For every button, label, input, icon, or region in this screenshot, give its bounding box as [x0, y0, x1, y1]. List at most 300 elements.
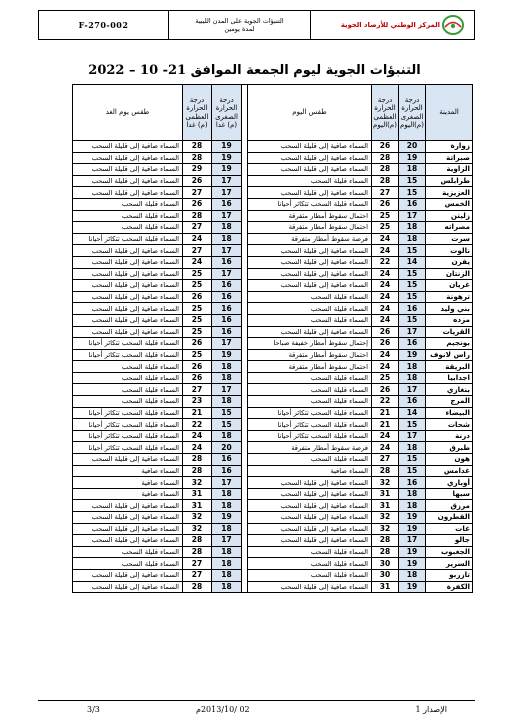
- row-today-weather: احتمال سقوط أمطار متفرقة: [248, 222, 372, 234]
- row-gap: [242, 372, 248, 384]
- row-today-min: 20: [399, 141, 426, 153]
- row-city: زوارة: [426, 141, 473, 153]
- row-today-weather: السماء صافية إلى قليلة السحب: [248, 512, 372, 524]
- row-tomorrow-max: 28: [183, 454, 212, 466]
- row-tomorrow-min: 18: [212, 558, 242, 570]
- row-today-weather: السماء قليلة السحب: [248, 558, 372, 570]
- row-tomorrow-min: 16: [212, 291, 242, 303]
- table-row: [73, 222, 473, 234]
- row-today-weather: السماء صافية إلى قليلة السحب: [248, 326, 372, 338]
- row-gap: [242, 268, 248, 280]
- row-tomorrow-max: 24: [183, 256, 212, 268]
- row-today-weather: السماء صافية إلى قليلة السحب: [248, 500, 372, 512]
- row-today-max: 32: [372, 477, 399, 489]
- footer-edition: الإصدار 1: [415, 705, 447, 714]
- row-gap: [242, 141, 248, 153]
- footer-date: 02 /2013/10م: [196, 705, 250, 714]
- row-today-weather: السماء قليلة السحب: [248, 291, 372, 303]
- row-tomorrow-weather: السماء قليلة السحب: [73, 210, 183, 222]
- row-today-min: 14: [399, 256, 426, 268]
- row-today-min: 17: [399, 430, 426, 442]
- row-today-weather: السماء قليلة السحب تتكاثر أحيانا: [248, 430, 372, 442]
- row-today-max: 28: [372, 535, 399, 547]
- row-city: الكفرة: [426, 581, 473, 593]
- row-city: تازربو: [426, 569, 473, 581]
- row-today-min: 18: [399, 500, 426, 512]
- row-tomorrow-min: 20: [212, 442, 242, 454]
- row-tomorrow-weather: السماء صافية إلى قليلة السحب: [73, 268, 183, 280]
- table-row: [73, 256, 473, 268]
- row-gap: [242, 569, 248, 581]
- table-row: [73, 454, 473, 466]
- row-city: بني وليد: [426, 303, 473, 315]
- table-row: [73, 372, 473, 384]
- row-tomorrow-max: 28: [183, 152, 212, 164]
- row-today-weather: السماء قليلة السحب: [248, 384, 372, 396]
- row-today-min: 15: [399, 175, 426, 187]
- row-tomorrow-weather: السماء صافية إلى قليلة السحب: [73, 303, 183, 315]
- table-row: [73, 569, 473, 581]
- row-tomorrow-max: 26: [183, 175, 212, 187]
- row-today-weather: السماء قليلة السحب: [248, 314, 372, 326]
- row-tomorrow-weather: السماء صافية: [73, 465, 183, 477]
- row-city: جالو: [426, 535, 473, 547]
- row-tomorrow-weather: السماء صافية إلى قليلة السحب: [73, 245, 183, 257]
- row-today-max: 28: [372, 152, 399, 164]
- row-tomorrow-min: 16: [212, 280, 242, 292]
- row-gap: [242, 175, 248, 187]
- row-today-min: 18: [399, 164, 426, 176]
- row-gap: [242, 442, 248, 454]
- row-gap: [242, 500, 248, 512]
- row-today-max: 27: [372, 454, 399, 466]
- row-today-min: 16: [399, 477, 426, 489]
- row-tomorrow-max: 32: [183, 523, 212, 535]
- row-tomorrow-min: 16: [212, 303, 242, 315]
- row-city: شحات: [426, 419, 473, 431]
- row-today-weather: السماء صافية إلى قليلة السحب: [248, 523, 372, 535]
- table-row: [73, 512, 473, 524]
- row-tomorrow-min: 16: [212, 326, 242, 338]
- row-today-min: 19: [399, 546, 426, 558]
- row-today-max: 26: [372, 141, 399, 153]
- row-tomorrow-min: 16: [212, 314, 242, 326]
- row-city: مزده: [426, 314, 473, 326]
- page-title: [0, 63, 509, 78]
- table-row: [73, 442, 473, 454]
- row-today-weather: السماء قليلة السحب: [248, 303, 372, 315]
- row-city: يفرن: [426, 256, 473, 268]
- row-today-max: 32: [372, 523, 399, 535]
- row-today-weather: إحتمال سقوط أمطار خفيفة صباحا: [248, 338, 372, 350]
- row-today-min: 18: [399, 372, 426, 384]
- row-today-max: 25: [372, 222, 399, 234]
- row-today-max: 30: [372, 569, 399, 581]
- row-tomorrow-weather: السماء قليلة السحب: [73, 222, 183, 234]
- row-today-max: 25: [372, 210, 399, 222]
- row-tomorrow-weather: السماء صافية إلى قليلة السحب: [73, 291, 183, 303]
- row-city: الزنتان: [426, 268, 473, 280]
- row-city: الزاوية: [426, 164, 473, 176]
- row-tomorrow-max: 31: [183, 488, 212, 500]
- row-today-weather: السماء قليلة السحب: [248, 175, 372, 187]
- row-tomorrow-weather: السماء قليلة السحب تتكاثر أحيانا: [73, 430, 183, 442]
- row-tomorrow-weather: السماء قليلة السحب: [73, 372, 183, 384]
- row-gap: [242, 546, 248, 558]
- row-tomorrow-min: 19: [212, 152, 242, 164]
- table-row: [73, 558, 473, 570]
- row-city: السرير: [426, 558, 473, 570]
- row-city: طبرق: [426, 442, 473, 454]
- table-row: [73, 396, 473, 408]
- row-tomorrow-max: 24: [183, 430, 212, 442]
- row-tomorrow-weather: السماء صافية إلى قليلة السحب: [73, 187, 183, 199]
- row-tomorrow-max: 23: [183, 396, 212, 408]
- header-tomorrow-max: درجة الحرارة العظمى (م) غدا: [183, 85, 212, 141]
- row-tomorrow-max: 24: [183, 442, 212, 454]
- row-today-max: 21: [372, 419, 399, 431]
- table-row: [73, 303, 473, 315]
- row-tomorrow-max: 26: [183, 372, 212, 384]
- table-row: [73, 314, 473, 326]
- row-today-min: 15: [399, 314, 426, 326]
- row-gap: [242, 198, 248, 210]
- row-city: طرابلس: [426, 175, 473, 187]
- table-row: [73, 280, 473, 292]
- row-tomorrow-weather: السماء صافية إلى قليلة السحب: [73, 523, 183, 535]
- row-today-weather: السماء صافية إلى قليلة السحب: [248, 268, 372, 280]
- row-today-max: 24: [372, 245, 399, 257]
- table-row: [73, 152, 473, 164]
- row-tomorrow-max: 28: [183, 535, 212, 547]
- row-tomorrow-max: 32: [183, 477, 212, 489]
- table-row: [73, 465, 473, 477]
- row-tomorrow-min: 17: [212, 268, 242, 280]
- row-tomorrow-min: 17: [212, 384, 242, 396]
- row-city: البيضاء: [426, 407, 473, 419]
- row-today-min: 15: [399, 291, 426, 303]
- table-row: [73, 245, 473, 257]
- row-tomorrow-min: 16: [212, 256, 242, 268]
- row-today-weather: فرصة سقوط أمطار متفرقة: [248, 442, 372, 454]
- row-today-max: 31: [372, 488, 399, 500]
- row-city: هون: [426, 454, 473, 466]
- row-gap: [242, 256, 248, 268]
- row-tomorrow-max: 26: [183, 338, 212, 350]
- row-city: الجغبوب: [426, 546, 473, 558]
- row-city: غريان: [426, 280, 473, 292]
- row-tomorrow-max: 25: [183, 268, 212, 280]
- row-today-min: 14: [399, 407, 426, 419]
- row-today-weather: السماء صافية إلى قليلة السحب: [248, 256, 372, 268]
- row-tomorrow-min: 18: [212, 361, 242, 373]
- header-subtitle: [169, 11, 311, 39]
- row-city: أوباري: [426, 477, 473, 489]
- table-row: [73, 523, 473, 535]
- row-tomorrow-min: 18: [212, 233, 242, 245]
- column-gap: [242, 85, 248, 141]
- row-tomorrow-weather: السماء قليلة السحب: [73, 384, 183, 396]
- row-tomorrow-min: 15: [212, 407, 242, 419]
- row-tomorrow-max: 25: [183, 326, 212, 338]
- row-tomorrow-min: 18: [212, 488, 242, 500]
- row-today-weather: السماء صافية إلى قليلة السحب: [248, 488, 372, 500]
- row-today-min: 15: [399, 268, 426, 280]
- header-today-max: درجة الحرارة العظمى (م)اليوم: [372, 85, 399, 141]
- row-city: درنة: [426, 430, 473, 442]
- row-today-min: 19: [399, 512, 426, 524]
- row-tomorrow-max: 27: [183, 222, 212, 234]
- row-tomorrow-max: 27: [183, 384, 212, 396]
- row-today-weather: السماء قليلة السحب تتكاثر أحيانا: [248, 198, 372, 210]
- row-tomorrow-weather: السماء صافية إلى قليلة السحب: [73, 326, 183, 338]
- row-city: ترهونة: [426, 291, 473, 303]
- row-tomorrow-max: 28: [183, 546, 212, 558]
- row-today-weather: احتمال سقوط أمطار متفرقة: [248, 349, 372, 361]
- row-today-weather: السماء صافية إلى قليلة السحب: [248, 187, 372, 199]
- table-row: [73, 210, 473, 222]
- row-today-min: 18: [399, 233, 426, 245]
- row-today-weather: السماء صافية: [248, 465, 372, 477]
- row-tomorrow-min: 17: [212, 535, 242, 547]
- table-row: [73, 361, 473, 373]
- row-tomorrow-min: 18: [212, 500, 242, 512]
- row-city: صبراتة: [426, 152, 473, 164]
- row-today-min: 16: [399, 338, 426, 350]
- row-tomorrow-max: 24: [183, 233, 212, 245]
- row-tomorrow-min: 18: [212, 523, 242, 535]
- row-tomorrow-weather: السماء قليلة السحب: [73, 558, 183, 570]
- row-tomorrow-weather: السماء قليلة السحب: [73, 546, 183, 558]
- row-today-min: 19: [399, 558, 426, 570]
- row-gap: [242, 396, 248, 408]
- row-today-max: 26: [372, 384, 399, 396]
- row-gap: [242, 187, 248, 199]
- row-tomorrow-min: 16: [212, 465, 242, 477]
- row-city: زليتن: [426, 210, 473, 222]
- row-today-min: 18: [399, 488, 426, 500]
- row-gap: [242, 488, 248, 500]
- row-gap: [242, 303, 248, 315]
- row-today-min: 15: [399, 419, 426, 431]
- row-tomorrow-weather: السماء قليلة السحب: [73, 396, 183, 408]
- header-city: المدينة: [426, 85, 473, 141]
- row-today-min: 19: [399, 152, 426, 164]
- row-tomorrow-min: 15: [212, 419, 242, 431]
- row-tomorrow-weather: السماء قليلة السحب تتكاثر أحيانا: [73, 338, 183, 350]
- header-subtitle-line2: لمدة يومين: [224, 25, 255, 33]
- row-city: راس لانوف: [426, 349, 473, 361]
- table-row: [73, 349, 473, 361]
- row-today-max: 28: [372, 546, 399, 558]
- row-tomorrow-min: 17: [212, 175, 242, 187]
- row-tomorrow-max: 28: [183, 581, 212, 593]
- row-tomorrow-min: 16: [212, 198, 242, 210]
- row-city: نالوت: [426, 245, 473, 257]
- row-today-min: 18: [399, 222, 426, 234]
- row-tomorrow-max: 31: [183, 500, 212, 512]
- row-today-max: 21: [372, 407, 399, 419]
- row-gap: [242, 535, 248, 547]
- row-tomorrow-weather: السماء صافية إلى قليلة السحب: [73, 256, 183, 268]
- row-tomorrow-min: 18: [212, 581, 242, 593]
- row-tomorrow-weather: السماء صافية إلى قليلة السحب: [73, 314, 183, 326]
- form-code: F-270-002: [39, 11, 169, 39]
- row-tomorrow-max: 25: [183, 280, 212, 292]
- row-today-max: 25: [372, 372, 399, 384]
- row-today-weather: السماء صافية إلى قليلة السحب: [248, 245, 372, 257]
- row-gap: [242, 477, 248, 489]
- row-tomorrow-weather: السماء قليلة السحب تتكاثر أحيانا: [73, 233, 183, 245]
- row-today-weather: احتمال سقوط أمطار متفرقة: [248, 361, 372, 373]
- row-tomorrow-weather: السماء صافية إلى قليلة السحب: [73, 535, 183, 547]
- row-gap: [242, 338, 248, 350]
- row-gap: [242, 361, 248, 373]
- row-today-max: 30: [372, 558, 399, 570]
- row-today-min: 15: [399, 454, 426, 466]
- table-row: [73, 141, 473, 153]
- row-today-max: 28: [372, 175, 399, 187]
- row-tomorrow-weather: السماء قليلة السحب: [73, 198, 183, 210]
- row-gap: [242, 291, 248, 303]
- row-today-min: 16: [399, 198, 426, 210]
- row-tomorrow-weather: السماء قليلة السحب تتكاثر أحيانا: [73, 442, 183, 454]
- row-tomorrow-max: 26: [183, 361, 212, 373]
- row-tomorrow-max: 25: [183, 303, 212, 315]
- row-gap: [242, 349, 248, 361]
- organization-name: المركز الوطني للأرصاد الجوية: [340, 21, 440, 29]
- row-gap: [242, 430, 248, 442]
- row-city: القطرون: [426, 512, 473, 524]
- row-today-weather: السماء قليلة السحب: [248, 454, 372, 466]
- row-today-max: 28: [372, 465, 399, 477]
- row-today-max: 22: [372, 256, 399, 268]
- row-today-max: 31: [372, 500, 399, 512]
- row-tomorrow-max: 27: [183, 558, 212, 570]
- row-tomorrow-weather: السماء قليلة السحب: [73, 361, 183, 373]
- row-today-min: 18: [399, 361, 426, 373]
- row-tomorrow-min: 19: [212, 512, 242, 524]
- header-today-min: درجة الحرارة الصغرى (م)اليوم: [399, 85, 426, 141]
- row-today-max: 26: [372, 338, 399, 350]
- row-city: القريات: [426, 326, 473, 338]
- table-row: [73, 500, 473, 512]
- row-today-weather: السماء قليلة السحب: [248, 569, 372, 581]
- row-tomorrow-weather: السماء صافية إلى قليلة السحب: [73, 164, 183, 176]
- row-tomorrow-weather: السماء صافية إلى قليلة السحب: [73, 152, 183, 164]
- row-today-max: 24: [372, 349, 399, 361]
- row-today-weather: السماء صافية إلى قليلة السحب: [248, 581, 372, 593]
- row-tomorrow-max: 25: [183, 314, 212, 326]
- row-today-min: 18: [399, 569, 426, 581]
- row-today-max: 24: [372, 233, 399, 245]
- row-tomorrow-min: 17: [212, 477, 242, 489]
- row-gap: [242, 419, 248, 431]
- row-tomorrow-weather: السماء صافية إلى قليلة السحب: [73, 454, 183, 466]
- row-tomorrow-max: 26: [183, 198, 212, 210]
- row-today-weather: السماء صافية إلى قليلة السحب: [248, 477, 372, 489]
- row-tomorrow-weather: السماء صافية إلى قليلة السحب: [73, 512, 183, 524]
- row-today-weather: احتمال سقوط أمطار متفرقة: [248, 210, 372, 222]
- row-gap: [242, 233, 248, 245]
- row-tomorrow-max: 32: [183, 512, 212, 524]
- row-gap: [242, 512, 248, 524]
- table-row: [73, 187, 473, 199]
- row-gap: [242, 558, 248, 570]
- row-tomorrow-min: 18: [212, 372, 242, 384]
- forecast-table: [72, 84, 473, 593]
- row-tomorrow-weather: السماء صافية: [73, 477, 183, 489]
- row-gap: [242, 222, 248, 234]
- row-gap: [242, 210, 248, 222]
- table-row: [73, 407, 473, 419]
- row-city: غات: [426, 523, 473, 535]
- row-today-max: 24: [372, 268, 399, 280]
- row-gap: [242, 465, 248, 477]
- table-row: [73, 430, 473, 442]
- row-tomorrow-max: 22: [183, 419, 212, 431]
- table-row: [73, 233, 473, 245]
- table-row: [73, 384, 473, 396]
- row-tomorrow-min: 19: [212, 164, 242, 176]
- row-today-max: 27: [372, 187, 399, 199]
- row-gap: [242, 314, 248, 326]
- table-header-row: [73, 85, 473, 141]
- row-today-max: 24: [372, 314, 399, 326]
- row-today-weather: السماء قليلة السحب تتكاثر أحيانا: [248, 419, 372, 431]
- row-tomorrow-max: 29: [183, 164, 212, 176]
- table-row: [73, 419, 473, 431]
- row-tomorrow-weather: السماء قليلة السحب تتكاثر أحيانا: [73, 407, 183, 419]
- row-today-max: 24: [372, 430, 399, 442]
- row-today-max: 22: [372, 396, 399, 408]
- row-today-min: 17: [399, 326, 426, 338]
- row-tomorrow-max: 27: [183, 569, 212, 581]
- row-today-min: 15: [399, 465, 426, 477]
- row-tomorrow-min: 18: [212, 396, 242, 408]
- table-row: [73, 546, 473, 558]
- row-today-weather: السماء صافية إلى قليلة السحب: [248, 152, 372, 164]
- row-tomorrow-weather: السماء صافية إلى قليلة السحب: [73, 581, 183, 593]
- row-today-weather: السماء صافية إلى قليلة السحب: [248, 164, 372, 176]
- table-row: [73, 326, 473, 338]
- row-today-max: 24: [372, 361, 399, 373]
- row-tomorrow-max: 21: [183, 407, 212, 419]
- row-tomorrow-weather: السماء صافية: [73, 488, 183, 500]
- row-city: بنغازي: [426, 384, 473, 396]
- table-row: [73, 291, 473, 303]
- header-tomorrow-min: درجة الحرارة الصغرى (م) غدا: [212, 85, 242, 141]
- row-tomorrow-min: 18: [212, 569, 242, 581]
- row-today-max: 26: [372, 198, 399, 210]
- row-today-min: 19: [399, 349, 426, 361]
- row-today-min: 16: [399, 396, 426, 408]
- row-tomorrow-max: 27: [183, 245, 212, 257]
- row-tomorrow-max: 27: [183, 187, 212, 199]
- row-today-max: 28: [372, 164, 399, 176]
- row-tomorrow-min: 16: [212, 454, 242, 466]
- row-tomorrow-max: 28: [183, 465, 212, 477]
- row-today-min: 16: [399, 303, 426, 315]
- row-tomorrow-weather: السماء صافية إلى قليلة السحب: [73, 280, 183, 292]
- row-tomorrow-max: 25: [183, 349, 212, 361]
- row-gap: [242, 407, 248, 419]
- meteorology-logo: [441, 14, 465, 36]
- row-today-max: 24: [372, 442, 399, 454]
- row-tomorrow-min: 19: [212, 349, 242, 361]
- row-city: المرج: [426, 396, 473, 408]
- row-today-weather: السماء صافية إلى قليلة السحب: [248, 280, 372, 292]
